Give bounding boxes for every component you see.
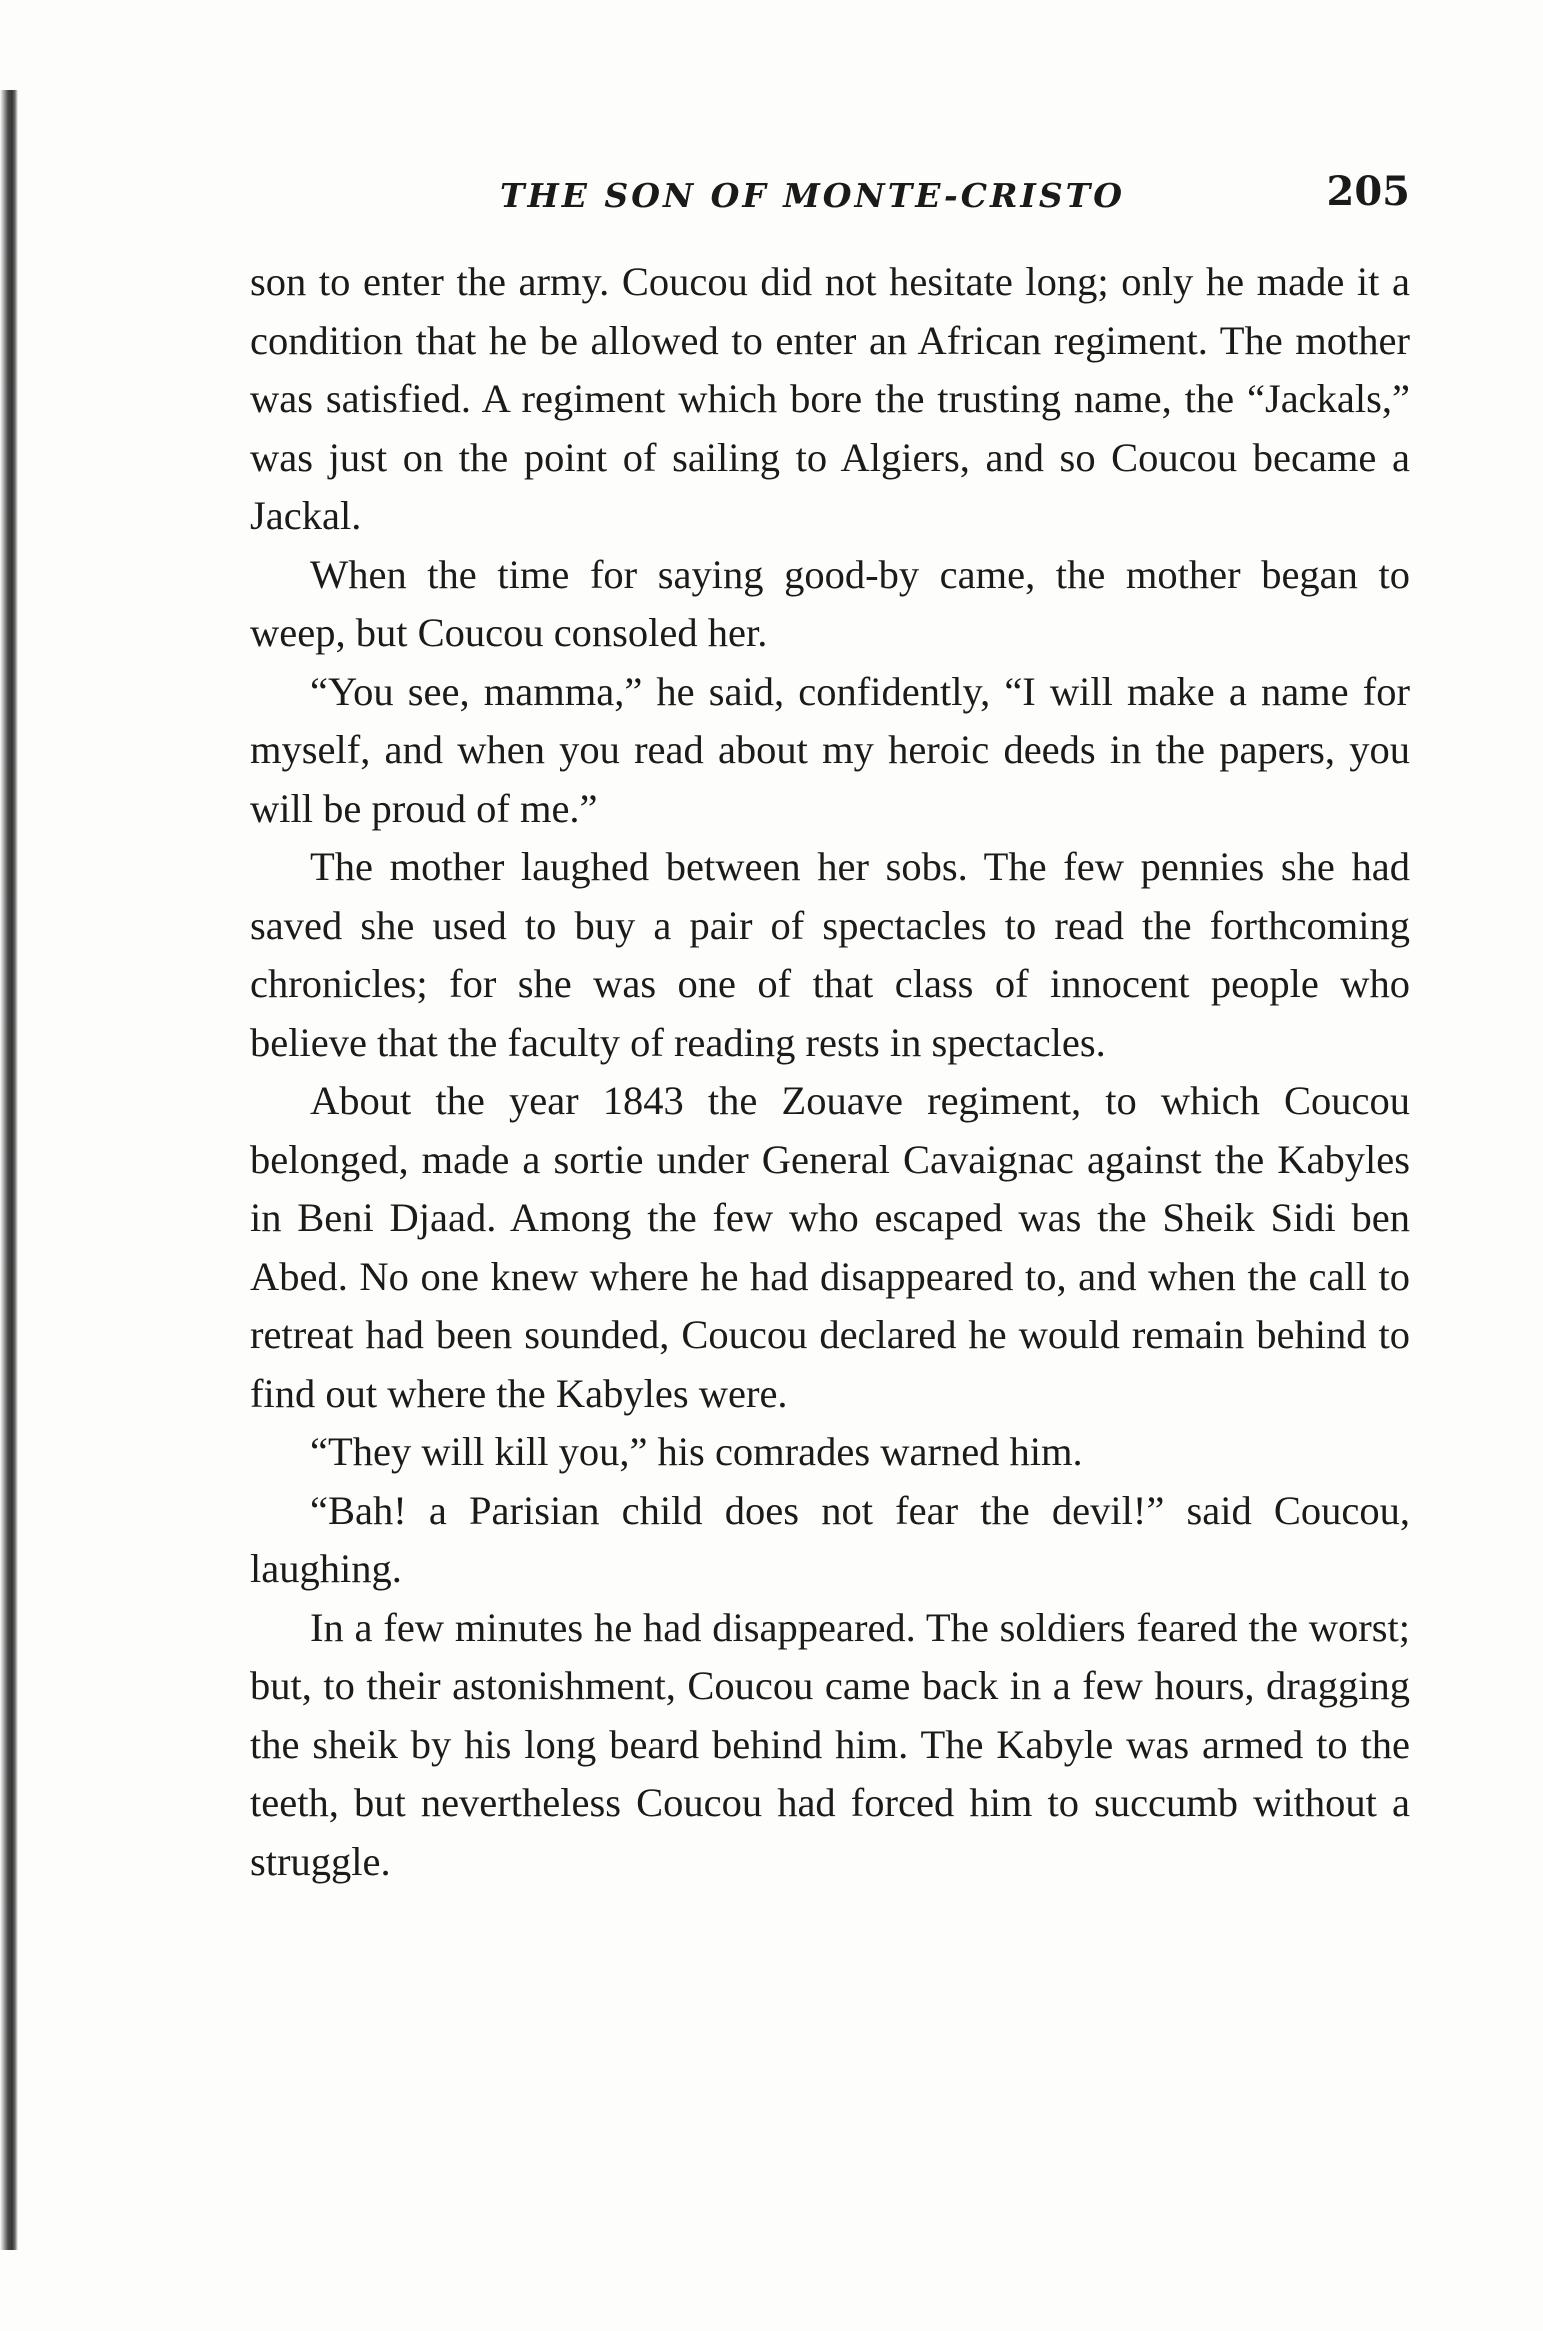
paragraph: When the time for saying good-by came, the mother began to weep, but Coucou consoled her. <box>250 551 1410 655</box>
paragraph: “You see, mamma,” he said, confidently, “I will make a name for myself, and when you read about my heroic deeds in the papers, you will be proud of me.” <box>250 668 1410 831</box>
page-number: 205 <box>1326 168 1410 215</box>
paragraph: “They will kill you,” his comrades warned him. <box>310 1429 1083 1474</box>
paragraph: In a few minutes he had disappeared. The soldiers feared the worst; but, to their astonishment, Coucou came back in a few hours, dragging the sheik by his long beard behind him. The Kabyle was armed to the teeth, but nevertheless Coucou had forced him to succumb without a struggle. <box>250 1604 1410 1884</box>
paragraph: son to enter the army. Coucou did not hesitate long; only he made it a condition that he be allowed to enter an African regiment. The mother was satisfied. A regiment which bore the trusting name, the “Jackals,” was just on the point of sailing to Algiers, and so Coucou became a Jackal. <box>250 259 1410 538</box>
body-text <box>250 253 1410 1891</box>
running-title: THE SON OF MONTE-CRISTO <box>500 176 1125 215</box>
paragraph: The mother laughed between her sobs. The few pennies she had saved she used to buy a pair of spectacles to read the forthcoming chronicles; for she was one of that class of innocent people who believe that the faculty of reading rests in spectacles. <box>250 844 1410 1065</box>
paragraph: About the year 1843 the Zouave regiment, to which Coucou belonged, made a sortie under General Cavaignac against the Kabyles in Beni Djaad. Among the few who escaped was the Sheik Sidi ben Abed. No one knew where he had disappeared to, and when the call to retreat had been sounded, Coucou declared he would remain behind to find out where the Kabyles were. <box>250 1078 1410 1416</box>
page-header <box>250 168 1410 228</box>
paragraph: “Bah! a Parisian child does not fear the devil!” said Coucou, laughing. <box>250 1487 1410 1591</box>
binding-edge <box>0 90 18 2250</box>
